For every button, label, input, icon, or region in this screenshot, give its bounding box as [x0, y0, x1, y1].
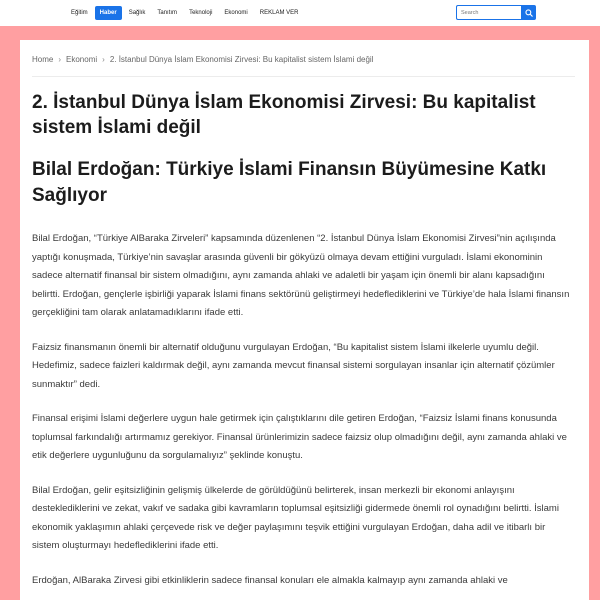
search-button[interactable]	[521, 5, 536, 20]
search-input[interactable]	[456, 5, 521, 20]
divider	[32, 76, 575, 77]
search-box	[456, 5, 536, 20]
article-body	[32, 230, 572, 600]
breadcrumb	[32, 55, 373, 64]
chevron-right-icon: ›	[102, 55, 105, 64]
nav-item-haber[interactable]: Haber	[95, 6, 122, 20]
main-nav	[66, 6, 305, 20]
top-navbar	[0, 0, 600, 26]
article-paragraph: Bilal Erdoğan, gelir eşitsizliğinin gelişmiş ülkelerde de görüldüğünü belirterek, insan merkezli bir ekonomi anlayışını desteklediklerini ve zekat, vakıf ve sadaka gibi kavramların toplumsal eşitsizliği gidermede önemli rol oynadığını belirtti. İslami ekonomik yaklaşımın ahlaki çerçevede risk ve değer paylaşımını teşvik ettiğini vurgulayan Erdoğan, daha adil ve itibarlı bir sistem oluşturmayı hedeflediklerini ifade etti.	[32, 484, 559, 551]
breadcrumb-home[interactable]: Home	[32, 55, 54, 64]
breadcrumb-current: 2. İstanbul Dünya İslam Ekonomisi Zirvesi: Bu kapitalist sistem İslami değil	[109, 55, 374, 64]
nav-item-teknoloji[interactable]: Teknoloji	[189, 10, 213, 16]
article-paragraph: Faizsiz finansmanın önemli bir alternatif olduğunu vurgulayan Erdoğan, “Bu kapitalist sistem İslami ilkelerle uyumlu değil. Hedefimiz, sadece faizleri kaldırmak değil, aynı zamanda mevcut finansal sistemi sorgulayan insanlar için alternatif çözümler sunmaktır” dedi.	[32, 341, 555, 390]
article-card	[20, 40, 589, 600]
nav-item-saglik[interactable]: Sağlık	[128, 10, 146, 16]
article-paragraph: Bilal Erdoğan, “Türkiye AlBaraka Zirveleri” kapsamında düzenlenen “2. İstanbul Dünya İslam Ekonomisi Zirvesi”nin açılışında yaptığı konuşmada, Türkiye’nin savaşlar arasında güvenli bir gökyüzü olmaya devam ettiğini vurguladı. İslami ekonominin sadece alternatif finansal bir sistem olmadığını, aynı zamanda ahlaki ve adaletli bir yaşam için önemli bir alanı kapsadığını belirtti. Erdoğan, gençlerle işbirliği yaparak İslami finans sektörünü geliştirmeyi hedeflediklerini ve Türkiye’de hala İslami finansın gerçekliğini tam olarak anlatamadıklarını ifade etti.	[32, 233, 570, 318]
nav-item-reklam-ver[interactable]: REKLAM VER	[259, 10, 299, 16]
nav-item-ekonomi[interactable]: Ekonomi	[224, 10, 248, 16]
nav-item-egitim[interactable]: Eğitim	[71, 10, 88, 16]
chevron-right-icon: ›	[58, 55, 62, 64]
article-paragraph: Erdoğan, AlBaraka Zirvesi gibi etkinliklerin sadece finansal konuları ele almakla kalmayıp aynı zamanda ahlaki ve	[32, 574, 508, 586]
article-title: 2. İstanbul Dünya İslam Ekonomisi Zirvesi: Bu kapitalist sistem İslami değil	[32, 92, 536, 138]
article-subtitle: Bilal Erdoğan: Türkiye İslami Finansın Büyümesine Katkı Sağlıyor	[32, 159, 547, 206]
search-icon	[525, 9, 533, 17]
breadcrumb-category[interactable]: Ekonomi	[66, 55, 98, 64]
article-paragraph: Finansal erişimi İslami değerlere uygun hale getirmek için çalıştıklarını dile getiren Erdoğan, “Faizsiz İslami finans konusunda toplumsal farkındalığı artırmamız gerekiyor. Finansal ürünlerimizin sadece faizsiz olup olmadığını değil, aynı zamanda ahlaki ve etik değerlere uygunluğunu da sorgulamalıyız” şeklinde konuştu.	[32, 413, 567, 461]
nav-item-tanitim[interactable]: Tanıtım	[157, 10, 178, 16]
